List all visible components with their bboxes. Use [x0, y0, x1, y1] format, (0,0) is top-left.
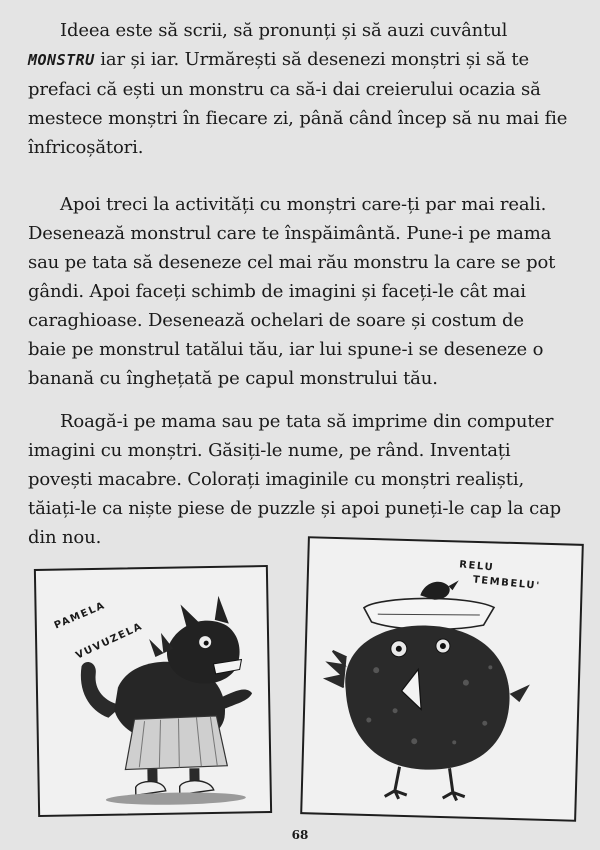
- monster-leg: [385, 766, 408, 799]
- monster-name-line-1: PAMELA: [52, 600, 108, 632]
- text-line: baie pe monstrul tatălui tău, iar lui spune-i se deseneze o: [28, 339, 544, 360]
- paragraph-2: [28, 190, 580, 393]
- text-line: tăiați-le ca niște piese de puzzle și apoi puneți-le cap la cap: [28, 498, 562, 519]
- page-number: 68: [291, 828, 309, 842]
- monster-name-line-1: RELU: [458, 559, 495, 574]
- text-line-with-handwriting: [28, 45, 580, 75]
- ground-shadow: [106, 791, 246, 805]
- monster-shoe: [180, 780, 214, 794]
- monster-name-line-2: VUVUZELA: [74, 620, 145, 662]
- text-line: Roagă-i pe mama sau pe tata să imprime din computer: [60, 411, 554, 432]
- text-line: Apoi treci la activități cu monștri care-ți par mai reali.: [60, 194, 547, 215]
- text-line: caraghioase. Desenează ochelari de soare și costum de: [28, 310, 524, 331]
- text-line: Desenează monstrul care te înspăimântă. Pune-i pe mama: [28, 223, 552, 244]
- illustration-relu-tembelu: [300, 536, 584, 822]
- monster-spikes: [326, 651, 347, 688]
- text-line: povești macabre. Colorați imaginile cu monștri realiști,: [28, 469, 525, 490]
- monster-arm: [509, 684, 529, 703]
- illustration-pamela-vuvuzela: [34, 565, 272, 817]
- monster-name-line-2: TEMBELU': [472, 574, 542, 593]
- text-line: înfricoșători.: [28, 137, 144, 158]
- text-line: mestece monștri în fiecare zi, până când încep să nu mai fie: [28, 108, 568, 129]
- text-line: imagini cu monștri. Găsiți-le nume, pe rând. Inventați: [28, 440, 511, 461]
- text-line: prefaci că ești un monstru ca să-i dai creierului ocazia să: [28, 79, 541, 100]
- text-line: sau pe tata să deseneze cel mai rău monstru la care se pot: [28, 252, 556, 273]
- monster-arm: [220, 689, 252, 709]
- text-line: Ideea este să scrii, să pronunți și să auzi cuvântul: [60, 20, 508, 41]
- handwritten-word-monstru: MONSTRU: [28, 51, 95, 69]
- text-line: din nou.: [28, 527, 102, 548]
- text-line: banană cu înghețată pe capul monstrului tău.: [28, 368, 438, 389]
- bird-icon: [420, 581, 450, 600]
- text-line: iar și iar. Urmărești să desenezi monștri și să te: [100, 49, 529, 70]
- monster-leg: [443, 768, 466, 801]
- monster-ear: [214, 596, 228, 624]
- bird-beak: [448, 580, 458, 590]
- monster-drawing-left: [36, 567, 270, 815]
- paragraph-1: [28, 16, 580, 162]
- paragraph-3: [28, 407, 580, 552]
- text-line: gândi. Apoi faceți schimb de imagini și faceți-le cât mai: [28, 281, 526, 302]
- monster-body: [343, 623, 512, 772]
